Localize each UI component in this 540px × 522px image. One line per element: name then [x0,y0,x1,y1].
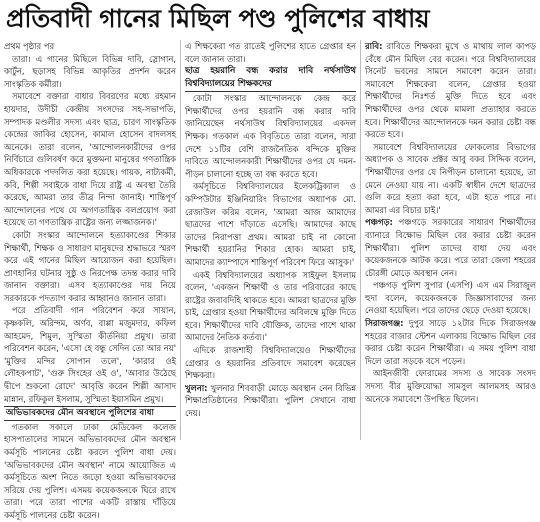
article-columns [0,40,540,520]
paragraph: আইনজীবী ফোরামের সদস্য ও সাবেক সংসদ সদস্য বীর মুক্তিযোদ্ধা সামসুল আলমসহ আরও অনেকে সমাবেশে উপস্থিত ছিলেন। [365,368,536,404]
paragraph: পরে প্রতিবাদী গান পরিবেশন করে সায়ান, কৃষ্ণকলি, অরিন্দম, অর্ণব, বাপ্পা মজুমদার, কফিল আহমেদ, শিমুল, সুস্মিতা কীর্তনিয়া প্রমুখ। তারা পরিবেশন করেন, 'এসো হে বন্ধু সেদিন তো আর নয়' 'মুক্তির মন্দির সোপান তলে', 'কারার ওই লৌহকপাট', 'গুরু সিংহের ওই ও', 'আবার উঠেছে দ্বীপে শুকনো রোদে' আবৃত্তি করেন শিল্পী আসাদ মান্নান, রফিকুল ইসলাম, সুস্মিতা ইয়াসমিন প্রমুখ। [4,305,176,404]
paragraph [365,216,536,279]
section-subhead: ছাত্র হয়রানি বন্ধ করার দাবি নর্থসাউথ বিশ্ববিদ্যালয়ের শিক্ষকদের [185,65,356,92]
paragraph: সমাবেশে বক্তারা বাধার বিবরণের মধ্যে রহমান হায়দার, উদীচী কেন্দ্রীয় সংসদের সহ-সভাপতি, সম্পাদক মণ্ডলীর সদস্য এবং ছাত্র, চারণ সাংস্কৃতিক কেন্দ্রের জাকির হোসেন, কামাল হোসেন বাদলসহ অনেকে। তারা বলেন, 'আন্দোলনকারীদের ওপর নির্বিচারে গুলিবর্ষণ করে মুক্তমনা মানুষের গণতান্ত্রিক অধিকারকে পদদলিত করা হয়েছে। গায়ক, নাট্যকর্মী, কবি, শিল্পী সবাইকে বাধা দিয়ে রাষ্ট্র এ অবস্থা তৈরি করেছে, আমরা তার তীব্র নিন্দা জানাই। শান্তিপূর্ণ আন্দোলনের পথে যে অগণতান্ত্রিক বলপ্রয়োগ করা হয়েছে তা গণতান্ত্রিক রাষ্ট্রের জন্য লজ্জাজনক।' [4,91,176,228]
dateline: পঞ্চগড়: [365,217,393,228]
paragraph: সমাবেশে বিশ্ববিদ্যালয়ের ফোকলোর বিভাগের অধ্যাপক ও সাবেক প্রক্টর আবু বকর সিদ্দিক বলেন, 'শিক্ষার্থীদের ওপর যে নিপীড়ন চালানো হয়েছে, তা মেনে নেওয়া যায় না। একটি স্বাধীন দেশে ছাত্রদের গুলি করে হত্যা করা হবে, এটা হতে পারে না। আমরা এর বিচার চাই।' [365,141,536,215]
paragraph [365,40,536,141]
continuation-kicker: প্রথম পৃষ্ঠার পর [4,41,55,51]
paragraph [365,317,536,367]
paragraph: কোটা সংস্কার আন্দোলনে হত্যাকাণ্ডের শিকার শিক্ষার্থী, শিক্ষক ও সাধারণ মানুষদের শ্রদ্ধাভরে স্মরণ করে এই গানের মিছিল আয়োজন করা হয়েছিল। প্রাণহানির ঘটনার সুষ্ঠু ও নিরপেক্ষ তদন্ত করার দাবি জানান বক্তারা। এসব হত্যাকাণ্ডের দায় নিয়ে সরকারকে পদত্যাগ করার আহ্বানও জানান তারা। [4,229,176,303]
paragraph-text: পঞ্চগড়ে সরকারের সাধারণ শিক্ষার্থীদের ব্যানারে বিক্ষোভ মিছিল বের করার চেষ্টা করেন শিক্ষার্থীরা। পুলিশ তাদের বাধা দেয় এবং কয়েকজনকে আটক করে। পরে তারা জেলা শহরের চৌরঙ্গী মোড়ে অবস্থান নেন। [365,217,536,278]
paragraph: একই বিশ্ববিদ্যালয়ের অধ্যাপক সাইফুল ইসলাম বলেন, 'একজন শিক্ষার্থী ও তার পরিবারের কাছে রাষ্ট্রের জবাবদিহি থাকতে হবে। আমরা ছাত্রদের মুক্তি চাই, গ্রেপ্তার হওয়া শিক্ষার্থীদের অবিলম্বে মুক্তি দিতে হবে। শিক্ষার্থীদের দাবি যৌক্তিক, তাদের পাশে থাকা আমাদের নৈতিক কর্তব্য।' [185,269,356,343]
dateline: রাবি: [365,41,383,51]
column-1 [0,40,180,520]
paragraph: তারা। এ গানের মিছিলে বিভিন্ন দাবি, স্লোগান, কার্টুন, ছড়াসহ বিভিন্ন আকৃতির প্রদর্শন করেন সাংস্কৃতিক কর্মীরা। [4,53,176,89]
column-3 [360,40,540,440]
paragraph: এদিকে রাজশাহী বিশ্ববিদ্যালয়েও শিক্ষার্থীদের গ্রেপ্তার ও হয়রানির প্রতিবাদে সমাবেশ করেছেন শিক্ষকরা। [185,345,356,381]
headline: প্রতিবাদী গানের মিছিল পণ্ড পুলিশের বাধায় [6,4,430,33]
paragraph: পঞ্চগড় পুলিশ সুপার (এসপি) এস এম সিরাজুল হুদা বলেন, কয়েকজনকে জিজ্ঞাসাবাদের জন্য নেওয়া হয়েছিল। পরে তাদের ছেড়ে দেওয়া হয়েছে। [365,280,536,316]
paragraph: এ শিক্ষকেরা গত রাতেই পুলিশের হাতে গ্রেপ্তার হন বলে জানান তারা। [185,41,356,64]
paragraph [185,382,356,420]
paragraph-text: দুপুর সাড়ে ১২টার দিকে সিরাজগঞ্জ শহরের বাজার স্টেশন এলাকায় বিক্ষোভ মিছিল বের করার চেষ্টা করেন শিক্ষার্থীরা। এ সময় পুলিশ বাধা দিলে তারা সড়কে বসে পড়েন। [365,318,536,366]
column-2 [180,40,360,440]
paragraph: গতকাল সকালে ঢাকা মেডিকেল কলেজ হাসপাতালের সামনে অভিভাবকদের মৌন অবস্থান কর্মসূচি পালনের চেষ্টা করলে পুলিশ বাধা দেয়। 'অভিভাবকদের মৌন অবস্থান' নামে আয়োজিত এ কর্মসূচিতে অংশ নিতে জড়ো হওয়া অভিভাবকদের সরিয়ে দেয় পুলিশ। এসময় কয়েকজনকে ঘিরে রাখে তারা। পরে তারা পাশের একটি রাস্তায় দাঁড়িয়ে কর্মসূচি পালনের চেষ্টা করেন। [4,421,176,520]
dateline: খুলনা: [185,382,208,393]
paragraph: কর্মসূচিতে বিশ্ববিদ্যালয়ের ইলেকট্রিক্যাল ও কম্পিউটার ইঞ্জিনিয়ারিং বিভাগের অধ্যাপক মো. রেজাউল করিম বলেন, 'আমরা আজ আমাদের ছাত্রদের পাশে দাঁড়াতে এসেছি। আমাদের কাছে তাদের নিরাপত্তা প্রথম। আমরা চাই না কোনো শিক্ষার্থী হয়রানির শিকার হোক। আমরা চাই, আমাদের ক্যাম্পাসে শান্তিপূর্ণ পরিবেশ ফিরে আসুক।' [185,181,356,267]
section-subhead: অভিভাবকদের মৌন অবস্থানে পুলিশের বাধা [4,406,176,421]
paragraph-text: রাবিতে শিক্ষকরা মুখে ও মাথায় লাল কাপড় বেঁধে মৌন মিছিল বের করেন। পরে বিশ্ববিদ্যালয়ের সিনেট ভবনের সামনে সমাবেশ করেন তারা। সমাবেশে শিক্ষকেরা বলেন, গ্রেপ্তার হওয়া শিক্ষার্থীদের নিঃশর্ত মুক্তি দিতে হবে এবং শিক্ষার্থীদের ওপর থেকে মামলা প্রত্যাহার করতে হবে। শিক্ষার্থীদের আন্দোলনকে দমন করার চেষ্টা বন্ধ করতে হবে। [365,41,536,140]
paragraph: কোটা সংস্কার আন্দোলনকে কেন্দ্র করে শিক্ষার্থীদের ওপর হয়রানি বন্ধ করার দাবি জানিয়েছেন নর্থসাউথ বিশ্ববিদ্যালয়ের একদল শিক্ষক। গতকাল এক বিবৃতিতে তারা বলেন, সারা দেশে ১১টির বেশি রাজনৈতিক বন্দিকে মুক্তির দাবিতে আন্দোলনকারী শিক্ষার্থীদের ওপর যে দমন-পীড়ন চালানো হচ্ছে তা বন্ধ করতে হবে। [185,93,356,179]
dateline: সিরাজগঞ্জ: [365,318,404,329]
paragraph-text: খুলনার শিববাড়ী মোড়ে অবস্থান নেন বিভিন্ন শিক্ষাপ্রতিষ্ঠানের শিক্ষার্থীরা। পুলিশ সেখানে বাধা দেয়। [185,382,356,419]
